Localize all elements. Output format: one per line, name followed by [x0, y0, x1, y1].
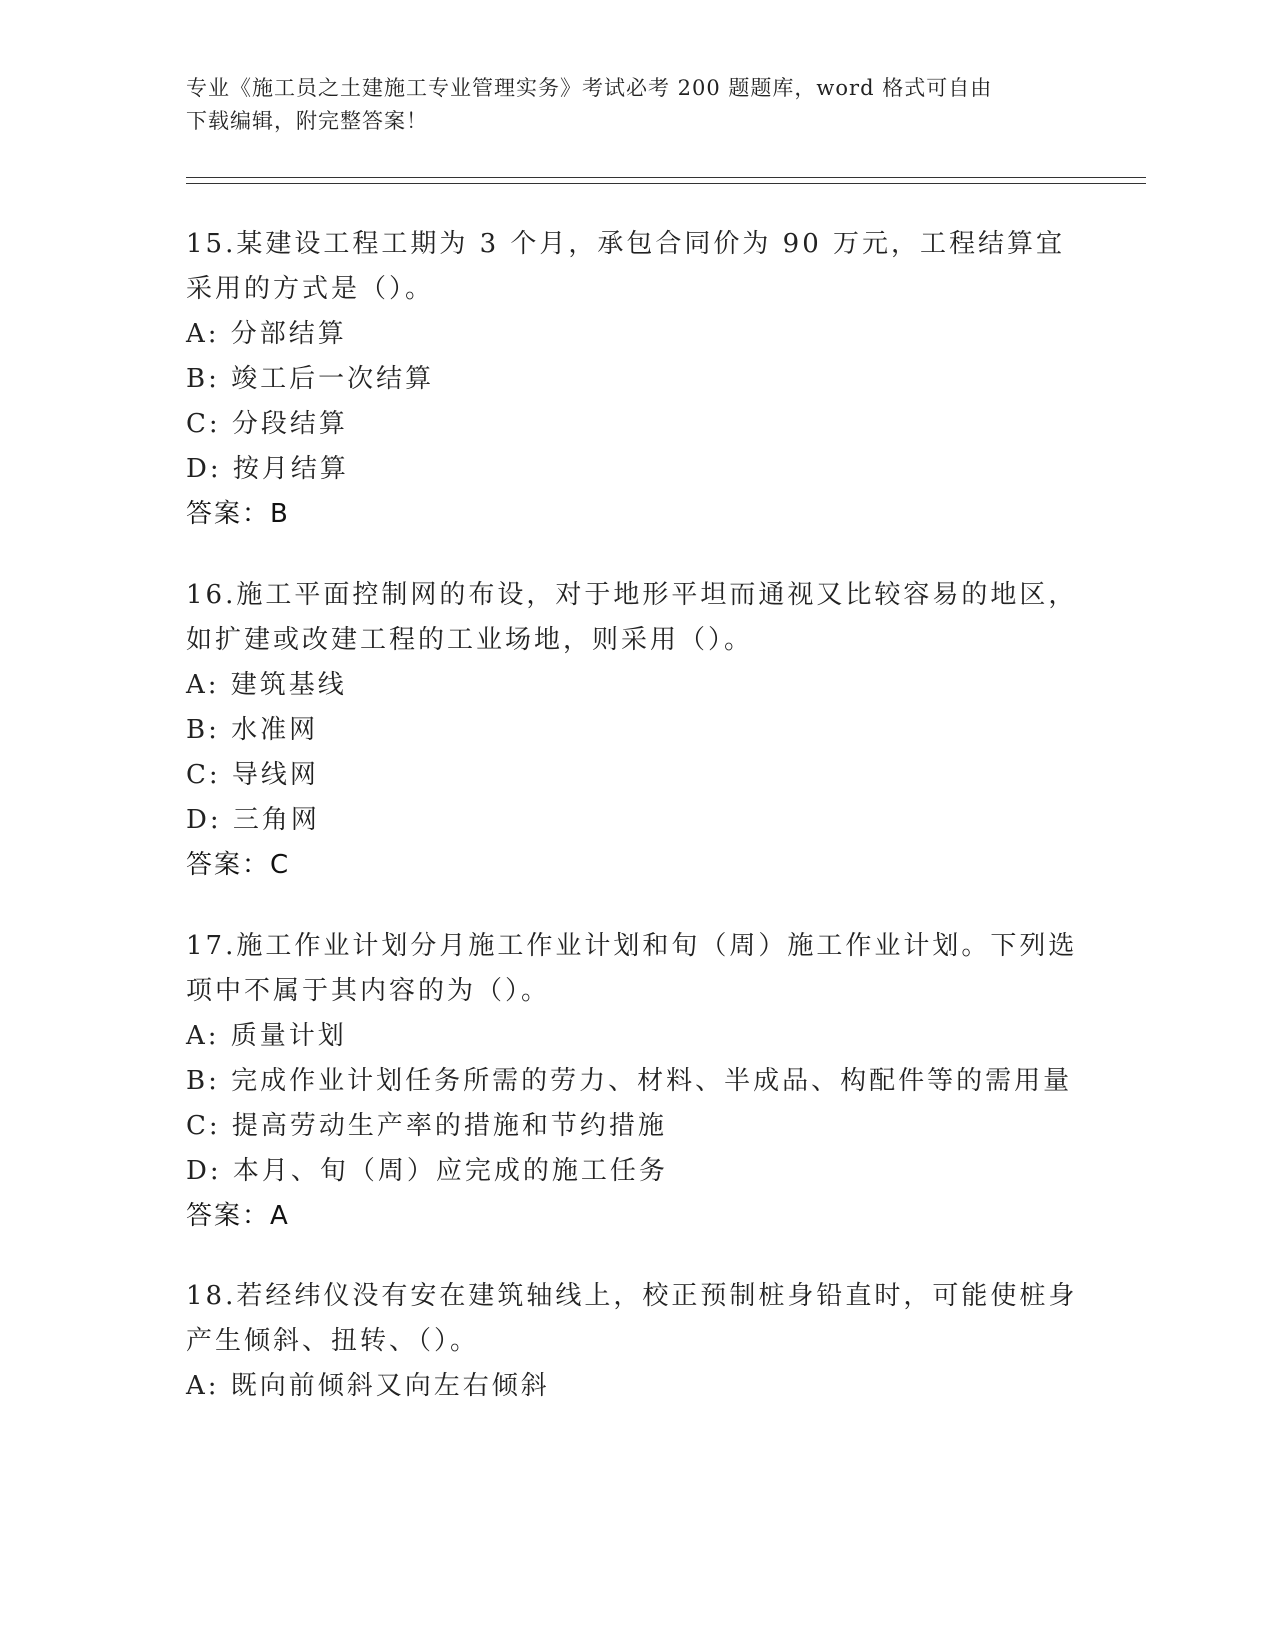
- question-16: [186, 573, 1086, 888]
- option-b: B: 竣工后一次结算: [186, 364, 435, 394]
- option-a: A: 建筑基线: [186, 670, 347, 700]
- header-intro-line-1: 专业《施工员之土建施工专业管理实务》考试必考 200 题题库，word 格式可自由: [186, 76, 993, 100]
- document-header: [186, 72, 1086, 138]
- question-18: [186, 1274, 1086, 1409]
- answer-line: 答案：B: [186, 499, 290, 529]
- question-stem: 16.施工平面控制网的布设，对于地形平坦而通视又比较容易的地区，如扩建或改建工程的工业场地，则采用（）。: [186, 580, 1078, 655]
- option-c: C: 分段结算: [186, 409, 348, 439]
- option-d: D: 按月结算: [186, 454, 349, 484]
- question-17: [186, 924, 1086, 1239]
- question-stem: 17.施工作业计划分月施工作业计划和旬（周）施工作业计划。下列选项中不属于其内容的为（）。: [186, 931, 1078, 1006]
- option-a: A: 既向前倾斜又向左右倾斜: [186, 1371, 550, 1401]
- option-b: B: 水准网: [186, 715, 319, 745]
- header-intro-line-2: 下载编辑，附完整答案！: [186, 109, 428, 133]
- option-a: A: 质量计划: [186, 1021, 347, 1051]
- option-a: A: 分部结算: [186, 319, 347, 349]
- option-d: D: 本月、旬（周）应完成的施工任务: [186, 1156, 668, 1186]
- question-stem: 18.若经纬仪没有安在建筑轴线上，校正预制桩身铅直时，可能使桩身产生倾斜、扭转、（）。: [186, 1281, 1078, 1356]
- question-stem: 15.某建设工程工期为 3 个月，承包合同价为 90 万元，工程结算宜采用的方式是（）。: [186, 229, 1066, 304]
- option-b: B: 完成作业计划任务所需的劳力、材料、半成品、构配件等的需用量: [186, 1066, 1073, 1096]
- answer-line: 答案：A: [186, 1201, 290, 1231]
- option-d: D: 三角网: [186, 805, 320, 835]
- question-15: [186, 222, 1086, 537]
- header-divider: [186, 177, 1146, 184]
- option-c: C: 提高劳动生产率的措施和节约措施: [186, 1111, 667, 1141]
- answer-line: 答案：C: [186, 850, 291, 880]
- option-c: C: 导线网: [186, 760, 319, 790]
